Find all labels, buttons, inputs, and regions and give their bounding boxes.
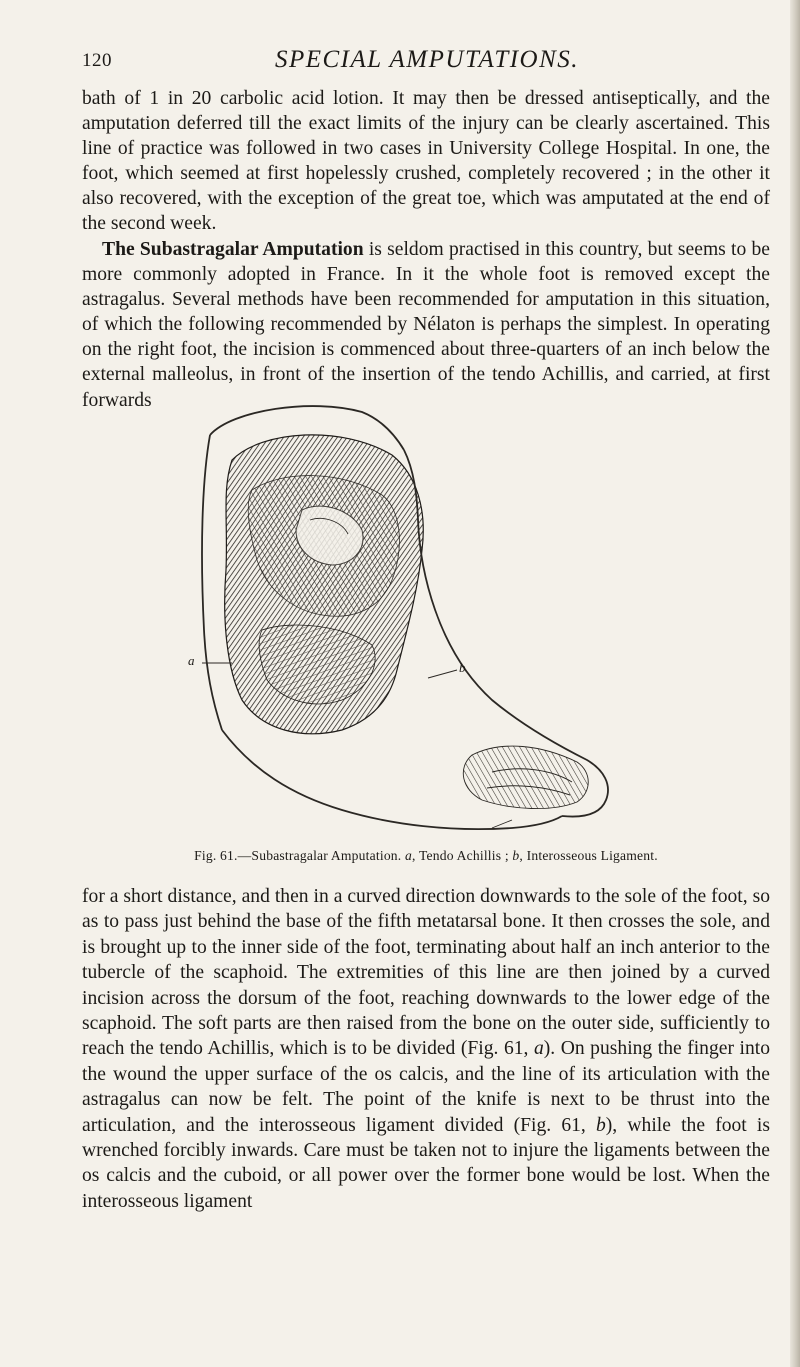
figure-label-a: a — [188, 653, 195, 668]
page-edge — [790, 0, 800, 1367]
figure-61-illustration — [188, 400, 622, 840]
caption-key-b: b — [512, 848, 520, 863]
section-lead: The Subastragalar Amputation — [102, 239, 364, 260]
paragraph-1: bath of 1 in 20 carbolic acid lotion. It may then be dressed antiseptically, and the amputation deferred till the exact limits of the injury can be clearly ascertained. This line of practice was followed in two cases in University College Hospital. In one, the foot, which seemed at first hopelessly crushed, completely recovered ; in the other it also recovered, with the exception of the great toe, which was amputated at the end of the second week. — [82, 88, 770, 235]
foot-engraving — [192, 400, 622, 840]
caption-key-a: a — [405, 848, 413, 863]
paragraph-2 — [82, 237, 770, 413]
paragraph-3-part-2: ). On pushing the finger into the wound the upper surface of the os calcis, and the line of its articulation with the astragalus can now be felt. The point of the knife is next to be thrust into the articulation, and the interosseous ligament divided (Fig. 61, — [82, 1038, 770, 1136]
paragraph-3 — [82, 884, 770, 1214]
figure-ref-a: a — [533, 1038, 544, 1060]
figure-ref-b: b — [595, 1114, 606, 1136]
caption-text-a: , Tendo Achillis ; — [412, 848, 513, 863]
figure-label-b: b — [459, 660, 466, 675]
caption-text-b: , Interosseous Ligament. — [519, 848, 658, 863]
caption-number: Fig. 61. — [194, 848, 238, 863]
page-header — [82, 46, 772, 80]
page-number: 120 — [82, 50, 112, 71]
caption-title: —Subastragalar Amputation. — [237, 848, 402, 863]
paragraph-3-part-1: for a short distance, and then in a curved direction downwards to the sole of the foot, so as to pass just behind the base of the fifth metatarsal bone. It then crosses the sole, and is brought up to the inner side of the foot, terminating about half an inch anterior to the tubercle of the scaphoid. The extremities of this line are then joined by a curved incision across the dorsum of the foot, reaching downwards to the lower edge of the scaphoid. The soft parts are then raised from the bone on the outer side, sufficiently to reach the tendo Achillis, which is to be divided (Fig. 61, — [82, 886, 770, 1060]
figure-caption — [82, 848, 770, 864]
paragraph-3-part-3: ), while the foot is wrenched forcibly inwards. Care must be taken not to injure the ligaments between the os calcis and the cuboid, or all power over the former bone would be lost. When the interosseous ligament — [82, 1114, 770, 1212]
paragraph-2-body: is seldom practised in this country, but seems to be more commonly adopted in France. In it the whole foot is removed except the astragalus. Several methods have been recommended for amputation in this situation, of which the following recommended by Nélaton is perhaps the simplest. In operating on the right foot, the incision is commenced about three-quarters of an inch below the external malleolus, in front of the insertion of the tendo Achillis, and carried, at first forwards — [82, 239, 771, 411]
running-head: SPECIAL AMPUTATIONS. — [274, 46, 580, 73]
